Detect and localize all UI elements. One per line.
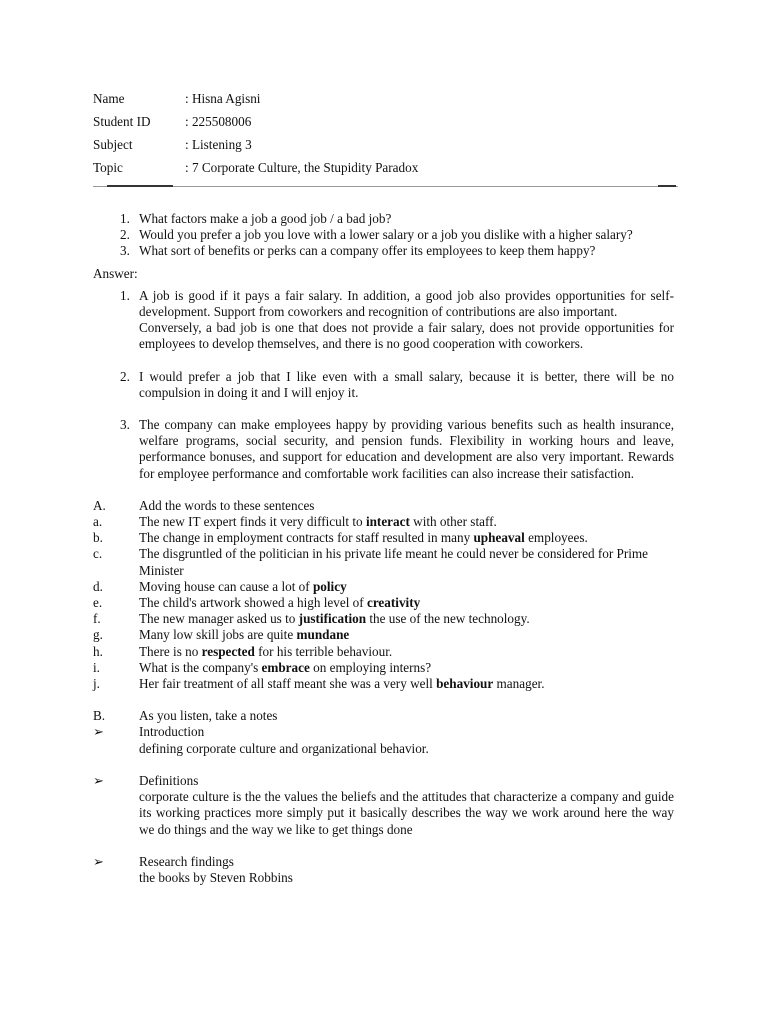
subject-label: Subject [93,136,133,152]
question-text: What factors make a job a good job / a bad job? [139,211,392,226]
question-item [93,243,674,259]
answer-word: behaviour [436,676,494,692]
sentence-text: with other staff. [409,514,497,530]
exercise-sentence [139,514,674,530]
question-item [93,227,674,243]
arrow-bullet-icon: ➢ [93,853,105,869]
answer-item [93,369,674,401]
sentence-text: The change in employment contracts for staff resulted in many [139,530,474,546]
exercise-item [93,530,674,546]
exercise-item [93,595,674,611]
sentence-text: Many low skill jobs are quite [139,627,297,643]
divider-thin-line [93,186,678,187]
student-id-value: : 225508006 [185,114,252,130]
answer-number: 3. [120,417,130,433]
answer-word: policy [312,578,347,594]
answer-word: justification [298,611,367,627]
note-title: Definitions [139,772,199,788]
exercise-item [93,644,674,660]
question-item [93,211,674,227]
exercise-sentence [139,530,674,546]
topic-value: : 7 Corporate Culture, the Stupidity Paradox [185,159,419,175]
exercise-sentence [139,627,674,643]
exercise-item [93,546,674,578]
answer-item [93,417,674,482]
answer-number: 1. [120,287,130,303]
exercise-sentence [139,676,674,692]
sentence-text: on employing interns? [309,659,432,675]
question-text: What sort of benefits or perks can a company offer its employees to keep them happy? [139,243,596,259]
topic-row [93,156,693,179]
note-title: Introduction [139,724,205,740]
exercise-letter: b. [93,530,103,546]
section-a-heading [93,498,674,514]
exercise-item [93,660,674,676]
section-b-heading [93,708,674,724]
section-a-list [93,514,674,692]
exercise-letter: e. [93,595,103,611]
subject-row [93,134,693,157]
exercise-sentence [139,644,674,660]
answer-word: embrace [261,659,310,675]
sentence-text: Her fair treatment of all staff meant she was a very well [139,676,437,692]
answer-number: 2. [120,368,130,384]
exercise-sentence [139,546,674,578]
sentence-text: The child's artwork showed a high level of [139,595,367,611]
answer-text: A job is good if it pays a fair salary. In addition, a good job also provides opportunities for self-development. Support from coworkers and recognition of contributions are also important. [139,287,674,320]
answer-word: respected [201,643,255,659]
question-number: 1. [120,211,130,226]
question-number: 3. [120,243,130,259]
note-heading [93,724,674,740]
student-id-row [93,111,693,134]
sentence-text: manager. [493,676,545,692]
question-text: Would you prefer a job you love with a lower salary or a job you dislike with a higher salary? [139,227,633,243]
exercise-item [93,627,674,643]
exercise-item [93,676,674,692]
sentence-text: The new IT expert finds it very difficult to [139,514,366,530]
exercise-sentence [139,595,674,611]
sentence-text: There is no [139,643,202,659]
answer-word: upheaval [473,530,525,546]
note-heading [93,854,674,870]
note-text: corporate culture is the the values the beliefs and the attitudes that characterize a company and guide its working practices more simply put it basically describes the way we work around here the way we do things and the way we like to get things done [139,789,674,837]
sentence-text: employees. [524,530,588,546]
exercise-sentence [139,660,674,676]
divider-segment [107,185,173,187]
answer-text: I would prefer a job that I like even with a small salary, because it is better, there will be no compulsion in doing it and I will enjoy it. [139,368,674,400]
question-number: 2. [120,227,130,243]
document-body [93,211,674,886]
header-divider [93,185,678,187]
answer-word: creativity [366,595,421,611]
answer-word: interact [365,514,410,530]
answer-word: mundane [296,627,350,643]
exercise-letter: d. [93,578,103,594]
exercise-item [93,579,674,595]
exercise-item [93,514,674,530]
exercise-letter: h. [93,643,103,659]
divider-segment [658,185,676,187]
note-title: Research findings [139,853,234,869]
section-title: As you listen, take a notes [139,708,278,724]
note-text: the books by Steven Robbins [139,869,293,885]
student-id-label: Student ID [93,114,151,130]
exercise-sentence [139,611,674,627]
name-label: Name [93,91,125,107]
exercise-item [93,611,674,627]
note-heading [93,773,674,789]
answer-text: The company can make employees happy by providing various benefits such as health insurance, welfare programs, social security, and pension funds. Flexibility in working hours and leave, performance bonuses, and support for education and development are also very important. Rewards for employee performance and comfortable work facilities can also increase their satisfaction. [139,417,674,481]
sentence-text: The disgruntled of the politician in his private life meant he could never be considered for Prime Minister [139,546,649,578]
answer-item [93,288,674,353]
sentence-text: The new manager asked us to [139,611,299,627]
answer-label: Answer: [93,265,138,281]
exercise-letter: g. [93,627,103,643]
exercise-sentence [139,579,674,595]
sentence-text: What is the company's [139,659,262,675]
sentence-text: the use of the new technology. [366,611,530,627]
sentence-text: Moving house can cause a lot of [139,578,313,594]
exercise-letter: a. [93,514,103,530]
answer-text: Conversely, a bad job is one that does not provide a fair salary, does not provide opportunities for employees to develop themselves, and there is no good cooperation with coworkers. [139,320,674,352]
exercise-letter: j. [93,676,100,692]
arrow-bullet-icon: ➢ [93,772,105,788]
exercise-letter: i. [93,659,100,675]
exercise-letter: f. [93,611,101,627]
section-title: Add the words to these sentences [139,497,315,513]
subject-value: : Listening 3 [185,136,252,152]
sentence-text: for his terrible behaviour. [254,643,393,659]
name-row [93,88,693,111]
section-label: B. [93,708,106,724]
arrow-bullet-icon: ➢ [93,724,105,740]
exercise-letter: c. [93,546,103,562]
section-label: A. [93,497,106,513]
name-value: : Hisna Agisni [185,91,261,107]
note-text: defining corporate culture and organizational behavior. [139,740,429,756]
student-info-header [93,88,693,179]
topic-label: Topic [93,159,123,175]
